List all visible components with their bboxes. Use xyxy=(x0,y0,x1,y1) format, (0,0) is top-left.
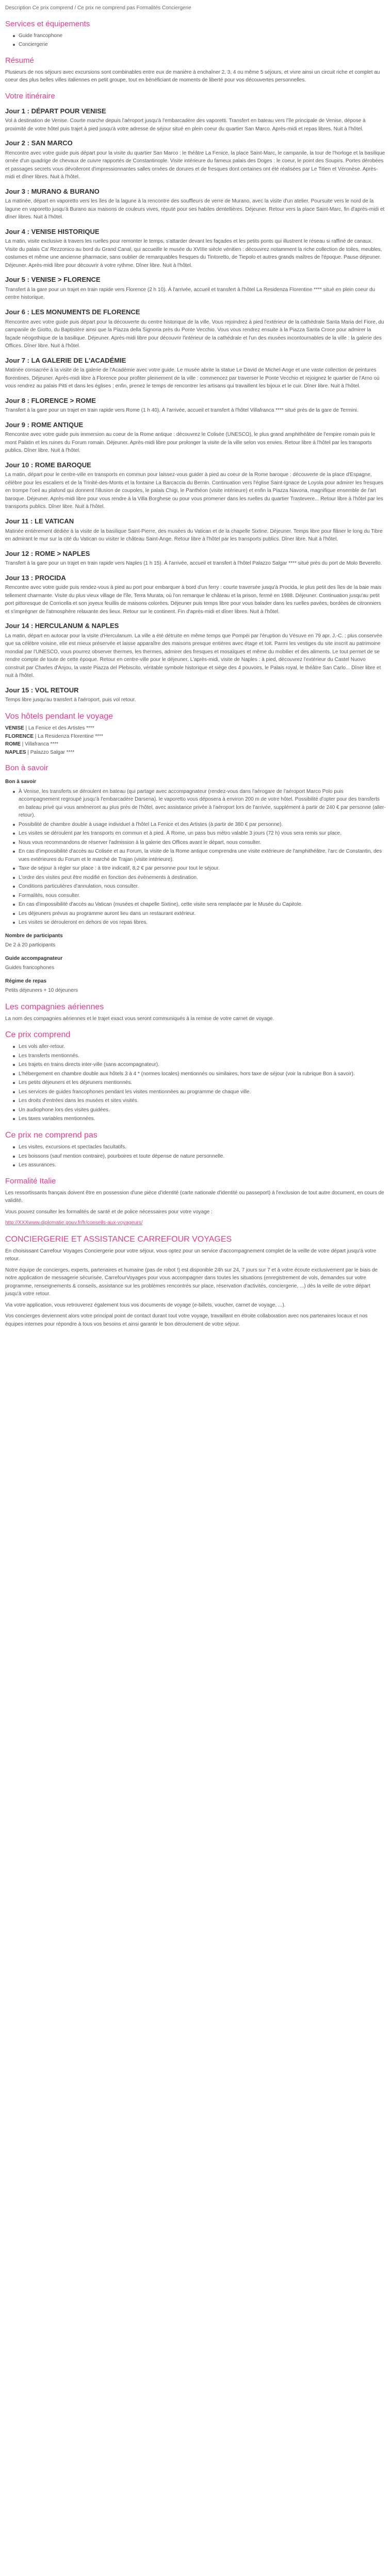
hotel-name: | La Fenice et des Artistes **** xyxy=(25,725,94,732)
guide-text: Guides francophones xyxy=(5,965,55,971)
formalities-link[interactable]: http://XXXwww.diplomatie.gouv.fr/fr/conseils-aux-voyageurs/ xyxy=(5,1220,143,1226)
day-text: Transfert à la gare pour un trajet en train rapide vers Rome (1 h 40). À l'arrivée, accueil et transfert à l'hôtel Villafranca **** situé près de la gare de Termini. xyxy=(5,408,359,414)
hotel-name: | Villafranca **** xyxy=(22,741,59,748)
day-text: Transfert à la gare pour un trajet en train rapide vers Florence (2 h 10). À l'arrivée, accueil et transfert à l'hôtel La Residenza Florentine **** situé en plein coeur du centre historique. xyxy=(5,286,376,301)
day-title: Jour 5 : VENISE > FLORENCE xyxy=(5,276,101,284)
day-text: La matin, départ en autocar pour la visite d'Herculanum. La ville a été détruite en même temps que Pompéi par l'éruption du Vésuve en 79 apr. J.-C. : plus conservée que sa célèbre voisine, elle est mieux préservée et laisse apparaître des maisons presque entières avec étage et toit. Parmi les vestiges du site inscrit au patrimoine mondial par l'UNESCO, vous pourrez observer thermes, les thermes, admirer des fresques et mosaïques et même du mobilier et des aliments. Le tout permet de se rendre compte de toute de cette époque. Retour en centre-ville pour le déjeuner. L'après-midi, visite de Naples : à pied, découvrez l'extérieur du Castel Nuovo construit par Charles d'Anjou, la vaste Piazza del Plebiscito, véritable symbole historique et siège des 4 pouvoirs, le Palais royal, le théâtre San Carlo... Dîner libre et nuit à l'hôtel. xyxy=(5,633,382,679)
hotel-line xyxy=(5,724,386,733)
list-item: En cas d'impossibilité d'accès au Vatican (musées et chapelle Sixtine), cette visite sera remplacée par le Musée du Capitole. xyxy=(19,901,386,909)
airlines-title: Les compagnies aériennes xyxy=(5,1002,104,1011)
included-title: Ce prix comprend xyxy=(5,1030,71,1040)
list-item: Conditions particulières d'annulation, nous consulter. xyxy=(19,883,386,891)
list-item: Les vols aller-retour. xyxy=(19,1043,386,1051)
participants-title: Nombre de participants xyxy=(5,933,63,939)
hotel-line xyxy=(5,749,386,757)
guide-title: Guide accompagnateur xyxy=(5,955,63,961)
bon-savoir-title: Bon à savoir xyxy=(5,764,48,773)
concierge-text-4: Vos concierges deviennent alors votre principal point de contact durant tout votre voyage, travaillant en étroite collaboration avec nos partenaires locaux et nos équipes internes pour répondre à tous vos besoins et ainsi garantir le bon déroulement de votre séjour. xyxy=(5,1313,368,1327)
formalities-text-2: Vous pouvez consulter les formalités de santé et de police nécessaires pour votre voyage : xyxy=(5,1209,213,1215)
regime-text: Petits déjeuners + 10 déjeuners xyxy=(5,988,78,994)
list-item: En cas d'impossibilité d'accès au Colisée et au Forum, la visite de la Rome antique comprendra une visite extérieure de l'amphithéâtre, l'arc de Constantin, des vues extérieures du Forum et le marché de Trajan (visite intérieure). xyxy=(19,848,386,863)
hotels-list xyxy=(5,724,386,756)
hotel-city: ROME xyxy=(5,741,21,748)
day-title: Jour 14 : HERCULANUM & NAPLES xyxy=(5,622,119,630)
hotel-name: | Palazzo Salgar **** xyxy=(27,749,75,755)
day-text: Rencontre avec votre guide puis départ pour la visite du quartier San Marco : le théâtre La Fenice, la place Saint-Marc, le campanile, la tour de l'horloge et la basilique ornée d'un quadrige de chevaux de cuivre rapportés de Constantinople. Visite intérieure du fameux palais des Doges : le coeur, le point des Soupirs. Portes dérobées et passages secrets vous dévoileront d'impressionnantes salles ornées de dorures et de fresques dont certaines ont été réalisées par Le Titien et Véronèse. Après-midi et dîner libres. Nuit à l'hôtel. xyxy=(5,150,385,180)
day-title: Jour 12 : ROME > NAPLES xyxy=(5,549,90,557)
day-title: Jour 3 : MURANO & BURANO xyxy=(5,187,100,195)
day-title: Jour 1 : DÉPART POUR VENISE xyxy=(5,107,106,115)
day-text: Matinée entièrement dédiée à la visite de la basilique Saint-Pierre, des musées du Vatican et de la chapelle Sixtine. Déjeuner. Temps libre pour flâner le long du Tibre en admirant le mur sur la cité du Vatican ou visiter le château Saint-Ange. Retour libre à l'hôtel par les transports publics. Dîner libre. Nuit à l'hôtel. xyxy=(5,528,383,543)
day-text: Rencontre avec votre guide puis départ pour la découverte du centre historique de la ville. Vous rejoindrez à pied l'extérieur de la cathédrale Santa Maria del Fiore, du campanile de Giotto, du Baptistère ainsi que la Piazza della Signoria près du Ponte Vecchio. Vous vous rendrez ensuite à la Piazza Santa Croce pour admirer la façade néogothique de la basilique. Déjeuner. Après-midi libre pour découvrir l'intérieur de la cathédrale et l'un des musées incontournables de la ville : la galerie des Offices. Dîner libre. Nuit à l'hôtel. xyxy=(5,319,384,349)
list-item: Les taxes variables mentionnées. xyxy=(19,1115,386,1123)
hotel-city: FLORENCE xyxy=(5,733,34,739)
hotel-city: VENISE xyxy=(5,725,24,732)
day-text: Matinée consacrée à la visite de la galerie de l'Académie avec votre guide. Le musée abrite la statue Le David de Michel-Ange et une vaste collection de peintures florentines. Déjeuner. Après-midi libre à Florence pour profiter pleinement de la ville : commencez par traverser le Ponte Vecchio et rejoignez le quartier de l'Arno où vous rendrez au palais Pitti et dans les églises ; enfin, prenez le temps de rencontrer les artisans qui travaillent les bijoux et le cuir. Dîner libre. Nuit à l'hôtel. xyxy=(5,367,380,389)
list-item: Formalités, nous consulter. xyxy=(19,892,386,900)
list-item: Conciergerie xyxy=(19,41,386,49)
day-title: Jour 11 : LE VATICAN xyxy=(5,517,74,525)
concierge-text-1: En choisissant Carrefour Voyages Conciergerie pour votre séjour, vous optez pour un service d'accompagnement complet de la veille de votre départ jusqu'à votre retour. xyxy=(5,1248,377,1262)
day-text: Temps libre jusqu'au transfert à l'aéroport, puis vol retour. xyxy=(5,697,136,703)
concierge-text-2: Notre équipe de concierges, experts, partenaires et humaine (pas de robot !) est disponible 24h sur 24, 7 jours sur 7 et à votre écoute exclusivement par le biais de notre application de messagerie sécurisée, CarrefourVoyages pour vous accompagner dans toutes les situations (enregistrement de vols, demandes sur votre programme, renseignements & conseils, assistance sur les problèmes rencontrés sur place, réservation d'activités, conciergerie, ...) dès la veille de votre départ jusqu'à votre retour. xyxy=(5,1267,378,1297)
bon-savoir-list xyxy=(5,788,386,927)
list-item: L'hébergement en chambre double aux hôtels 3 à 4 * (normes locales) mentionnés ou similaires, hors taxe de séjour (voir la rubrique Bon à savoir). xyxy=(19,1070,386,1078)
not-included-title: Ce prix ne comprend pas xyxy=(5,1130,97,1140)
hotel-name: | La Residenza Florentine **** xyxy=(35,733,103,739)
list-item: Les déjeuners prévus au programme auront lieu dans un restaurant extérieur. xyxy=(19,910,386,918)
list-item: Les visites se dérouleront en dehors de vos repas libres. xyxy=(19,919,386,927)
day-title: Jour 8 : FLORENCE > ROME xyxy=(5,396,96,404)
bon-savoir-subtitle: Bon à savoir xyxy=(5,779,37,785)
list-item: À Venise, les transferts se déroulent en bateau (qui partage avec accompagnateur (rendez-vous dans l'aérogare de l'aéroport Marco Polo puis accompagnement regroupé jusqu'à l'embarcadère Darsena). le vaporetto vous déposera à environ 200 m de votre hôtel. Possibilité d'opter pour des transferts en bateau privé qui vous amèneront au plus près de l'hôtel, avec assistance privée à l'aéroport lors de l'arrivée, supplément à partir de 240 € par personne (aller-retour). xyxy=(19,788,386,820)
resume-title: Résumé xyxy=(5,56,34,65)
day-text: La matin, départ pour le centre-ville en transports en commun pour laissez-vous guider à pied au coeur de la Rome baroque : découverte de la place d'Espagne, célèbre pour les escaliers et de la Trinité-des-Monts et la fontaine La Barcaccia du Bernin. Continuation vers l'église Saint-Ignace de Loyola pour admirer les fresques en trompe l'oeil au plafond qui donnent l'illusion de coupoles, le palais Chigi, le Panthéon (visite intérieure) et enfin la Piazza Navona, magnifique ensemble de l'art baroque. Déjeuner. Après-midi libre pour vous rendre à la Villa Borghese ou pour vous promener dans les ruelles du quartier Trastevere... Retour libre à l'hôtel par les transports publics. Dîner libre. Nuit à l'hôtel. xyxy=(5,472,383,510)
day-text: La matinée, départ en vaporetto vers les îles de la lagune à la rencontre des souffleurs de verre de Murano, avec la visite d'un atelier. Poursuite vers le nord de la lagune en vaporetto jusqu'à Burano aux maisons de couleurs vives, réputé pour ses habiles dentellières. Déjeuner. Retour vers la place Saint-Marc, fin d'après-midi et dîner libres. Nuit à l'hôtel. xyxy=(5,198,385,221)
hotels-title: Vos hôtels pendant le voyage xyxy=(5,711,113,721)
included-list xyxy=(5,1043,386,1123)
formalities-text-1: Les ressortissants français doivent être en possession d'une pièce d'identité (carte nationale d'identité ou passeport) à l'exclusion de tout autre document, en cours de validité. xyxy=(5,1190,384,1204)
day-title: Jour 4 : VENISE HISTORIQUE xyxy=(5,227,100,235)
airlines-text: La nom des compagnies aériennes et le trajet exact vous seront communiqués à la remise de votre carnet de voyage. xyxy=(5,1015,274,1022)
day-title: Jour 6 : LES MONUMENTS DE FLORENCE xyxy=(5,308,140,316)
itinerary-days xyxy=(5,107,386,704)
day-title: Jour 10 : ROME BAROQUE xyxy=(5,461,91,469)
list-item: Les assurances. xyxy=(19,1161,386,1170)
services-title: Services et équipements xyxy=(5,19,90,28)
tab-nav-line[interactable]: Description Ce prix comprend / Ce prix ne comprend pas Formalités Conciergerie xyxy=(5,5,191,11)
day-text: Transfert à la gare pour un trajet en train rapide vers Naples (1 h 15). À l'arrivée, accueil et transfert à l'hôtel Palazzo Salgar **** situé près du port de Molo Beverello. xyxy=(5,561,382,567)
list-item: Possibilité de chambre double à usage individuel à l'hôtel La Fenice et des Artistes (à partir de 380 € par personne). xyxy=(19,821,386,829)
day-title: Jour 13 : PROCIDA xyxy=(5,573,66,582)
hotel-line xyxy=(5,733,386,741)
list-item: Les transferts mentionnés. xyxy=(19,1052,386,1060)
list-item: Taxe de séjour à régler sur place : à titre indicatif, 8,2 € par personne pour tout le séjour. xyxy=(19,865,386,873)
list-item: Les trajets en trains directs inter-ville (sans accompagnateur). xyxy=(19,1061,386,1069)
concierge-text-3: Via votre application, vous retrouverez également tous vos documents de voyage (e-billets, voucher, carnet de voyage, ...). xyxy=(5,1302,286,1308)
hotel-city: NAPLES xyxy=(5,749,26,755)
day-title: Jour 7 : LA GALERIE DE L'ACADÉMIE xyxy=(5,356,126,364)
list-item: Les visites se déroulent par les transports en commun et à pied. À Rome, un pass bus métro valable 3 jours (72 h) vous sera remis sur place. xyxy=(19,829,386,838)
list-item: L'ordre des visites peut être modifié en fonction des événements à destination. xyxy=(19,874,386,882)
services-list xyxy=(5,32,386,49)
list-item: Un audiophone lors des visites guidées. xyxy=(19,1106,386,1114)
resume-text: Plusieurs de nos séjours avec excursions sont combinables entre eux de manière à enchaîner 2, 3, 4 ou même 5 séjours, et vivre ainsi un circuit riche et complet au coeur des plus belles villes italiennes en petit groupe, tout en bénéficiant de moments de liberté pour vos découvertes personnelles. xyxy=(5,69,380,83)
day-text: Rencontre avec votre guide puis rendez-vous à pied au port pour embarquer à bord d'un ferry : courte traversée jusqu'à Procida, le plus petit des îles de la baie mais tellement charmante. Visite du plus vieux village de l'île, Terra Murata, où l'on remarque le château et la prison, fermé en 1988. Déjeuner. Continuation jusqu'au petit port pittoresque de Corricella et son joyeux feuillis de maisons colorées. Déjeuner puis temps libre pour vous balader dans les ruelles pavées, bordées de citronniers et s'imprégner de l'atmosphère relaxante des lieux. Retour sur le continent. Fin d'après-midi et dîner libres. Nuit à l'hôtel. xyxy=(5,585,382,615)
itinerary-title: Votre itinéraire xyxy=(5,91,55,100)
list-item: Guide francophone xyxy=(19,32,386,40)
list-item: Nous vous recommandons de réserver l'admission à la galerie des Offices avant le départ, nous consulter. xyxy=(19,839,386,847)
list-item: Les visites, excursions et spectacles facultatifs. xyxy=(19,1143,386,1151)
hotel-line xyxy=(5,740,386,749)
day-title: Jour 9 : ROME ANTIQUE xyxy=(5,420,84,429)
concierge-title: CONCIERGERIE ET ASSISTANCE CARREFOUR VOYAGES xyxy=(5,1234,232,1244)
list-item: Les droits d'entrées dans les musées et sites visités. xyxy=(19,1097,386,1105)
day-text: La matin, visite exclusive à travers les ruelles pour remonter le temps, s'attarder devant les façades et les petits ponts qui illustrent le réseau si raffiné de canaux. Visite du palais Ca' Rezzonico au bord du Grand Canal, qui accueille le musée du XVIIIe siècle vénitien : découvrez notamment la riche collection de toiles, meubles, costumes et même une ancienne pharmacie, sans oublier de remarquables fresques du Tintoretto, de Tiepolo et autres grands maîtres de l'époque. Pause déjeuner. Déjeuner. Après-midi libre pour découvrir à votre rythme. Dîner libre. Nuit à l'hôtel. xyxy=(5,239,382,268)
not-included-list xyxy=(5,1143,386,1170)
list-item: Les petits déjeuners et les déjeuners mentionnés. xyxy=(19,1079,386,1087)
day-title: Jour 2 : SAN MARCO xyxy=(5,139,73,147)
day-title: Jour 15 : VOL RETOUR xyxy=(5,686,79,694)
formalities-title: Formalité Italie xyxy=(5,1176,56,1185)
regime-title: Régime de repas xyxy=(5,978,47,984)
day-text: Vol à destination de Venise. Courte marche depuis l'aéroport jusqu'à l'embarcadère des vaporetti. Transfert en bateau vers l'île principale de Venise, dépose à proximité de votre hôtel puis trajet à pied jusqu'à votre adresse de séjour situé en plein coeur du quartier San Marco. Après-midi et repas libres. Nuit à l'hôtel. xyxy=(5,118,366,132)
day-text: Rencontre avec votre guide puis immersion au coeur de la Rome antique : découvrez le Colisée (UNESCO), le plus grand amphithéâtre de l'empire romain puis le mont Palatin et les ruines du Forum romain. Déjeuner. Après-midi libre pour prolonger la visite de la ville selon vos envies. Retour libre à l'hôtel par les transports publics. Dîner libre. Nuit à l'hôtel. xyxy=(5,432,376,454)
participants-text: De 2 à 20 participants xyxy=(5,942,56,948)
list-item: Les services de guides francophones pendant les visites mentionnées au programme de chaque ville. xyxy=(19,1088,386,1096)
list-item: Les boissons (sauf mention contraire), pourboires et toute dépense de nature personnelle. xyxy=(19,1153,386,1161)
